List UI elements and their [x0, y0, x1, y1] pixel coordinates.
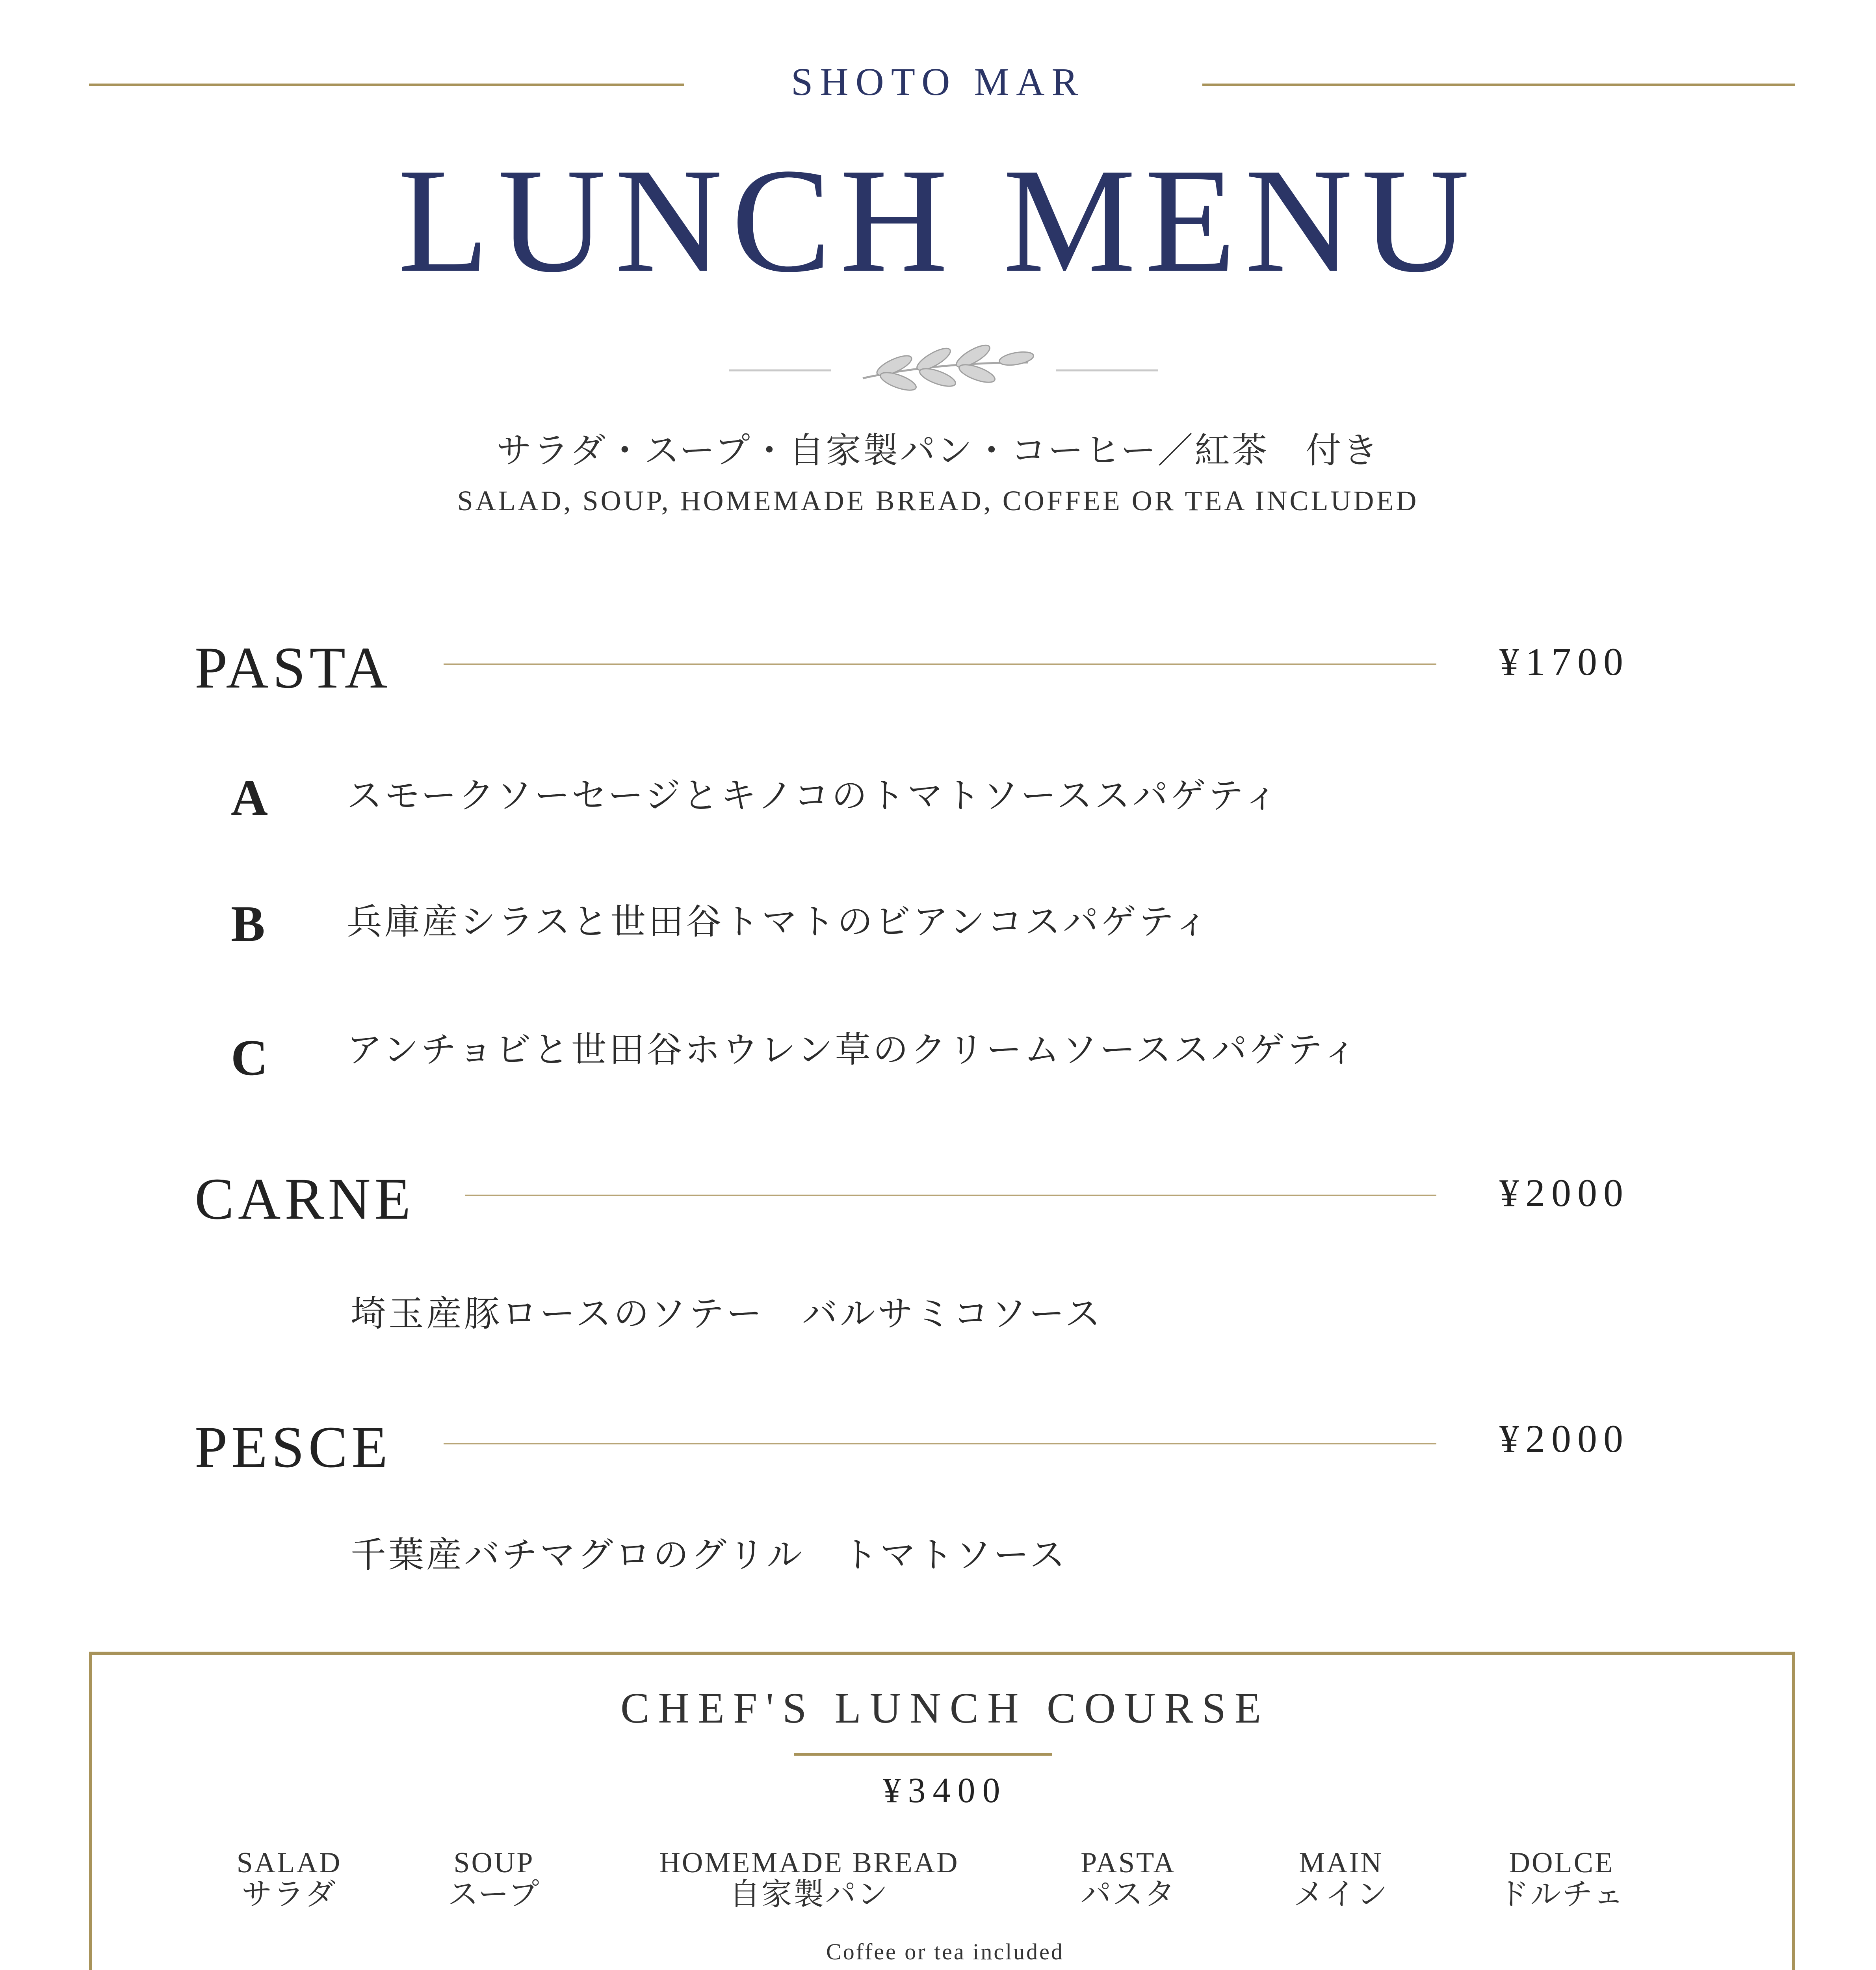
pasta-item-b-letter: B	[231, 896, 265, 952]
course-item-dolce	[1479, 1848, 1644, 1911]
pasta-item-c-letter: C	[231, 1030, 268, 1086]
carne-rule	[465, 1195, 1436, 1196]
carne-item-name: 埼玉産豚ロースのソテー バルサミコソース	[351, 1293, 1103, 1334]
course-item-jp: サラダ	[241, 1876, 337, 1912]
course-item-en: MAIN	[1299, 1847, 1383, 1879]
carne-price: ¥2000	[1499, 1171, 1629, 1215]
course-item-jp: スープ	[448, 1876, 541, 1912]
pesce-section-title: PESCE	[195, 1414, 392, 1480]
header-right-rule	[1202, 84, 1795, 86]
course-title-underline	[794, 1753, 1052, 1756]
pasta-item-c-name: アンチョビと世田谷ホウレン草のクリームソーススパゲティ	[347, 1029, 1360, 1070]
page-title: LUNCH MENU	[397, 138, 1479, 303]
pasta-item-a-name: スモークソーセージとキノコのトマトソーススパゲティ	[347, 775, 1281, 816]
course-item-soup	[419, 1848, 569, 1911]
pasta-rule	[444, 663, 1436, 665]
course-item-jp: パスタ	[1080, 1876, 1176, 1912]
chefs-course-box	[89, 1652, 1795, 1970]
pasta-price: ¥1700	[1499, 640, 1629, 684]
course-item-bread	[632, 1848, 986, 1911]
pasta-item-b-name: 兵庫産シラスと世田谷トマトのビアンコスパゲティ	[347, 901, 1211, 942]
course-item-jp: ドルチェ	[1498, 1876, 1625, 1912]
course-price: ¥3400	[883, 1771, 1007, 1810]
course-item-en: SALAD	[236, 1847, 342, 1879]
carne-section-title: CARNE	[195, 1166, 415, 1232]
included-items-jp: サラダ・スープ・自家製パン・コーヒー／紅茶 付き	[496, 430, 1380, 471]
course-item-en: HOMEMADE BREAD	[659, 1847, 959, 1879]
course-item-main	[1266, 1848, 1416, 1911]
course-item-jp: メイン	[1293, 1876, 1389, 1912]
brand-name: SHOTO MAR	[791, 60, 1085, 104]
pesce-item-name: 千葉産バチマグロのグリル トマトソース	[351, 1534, 1068, 1576]
laurel-ornament	[729, 339, 1158, 402]
pesce-price: ¥2000	[1499, 1417, 1629, 1461]
course-title: CHEF'S LUNCH COURSE	[620, 1684, 1270, 1732]
course-item-en: DOLCE	[1509, 1847, 1614, 1879]
course-item-jp: 自家製パン	[729, 1876, 889, 1912]
course-item-salad	[214, 1848, 364, 1911]
pesce-rule	[444, 1443, 1436, 1444]
pasta-item-a-letter: A	[231, 769, 268, 826]
course-item-en: SOUP	[453, 1847, 535, 1879]
laurel-branch-icon	[729, 339, 1158, 402]
course-item-en: PASTA	[1081, 1847, 1176, 1879]
included-items-en: SALAD, SOUP, HOMEMADE BREAD, COFFEE OR TEA INCLUDED	[457, 485, 1419, 517]
course-note: Coffee or tea included	[826, 1939, 1064, 1964]
course-item-pasta	[1053, 1848, 1203, 1911]
pasta-section-title: PASTA	[195, 635, 392, 701]
